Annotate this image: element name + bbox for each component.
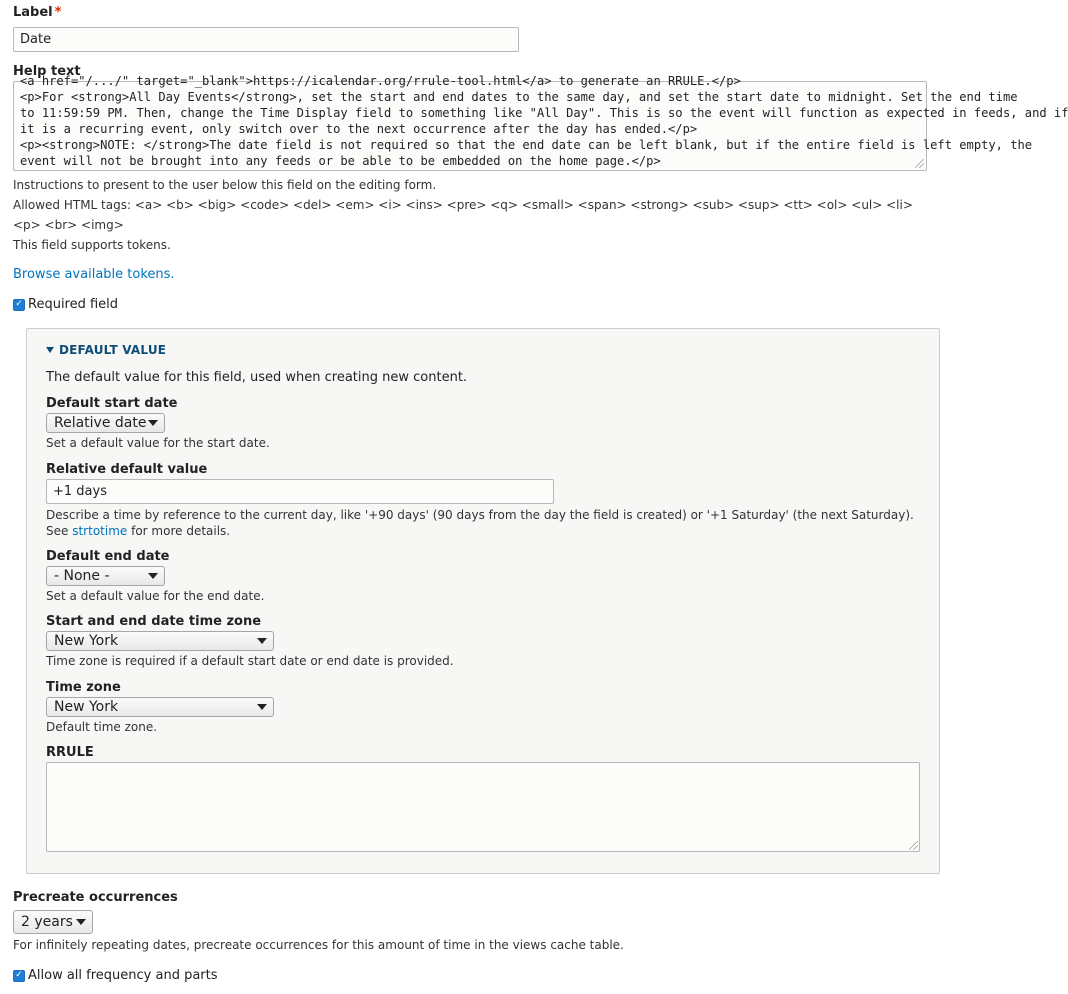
label-input[interactable]	[13, 27, 519, 52]
rrule-label: RRULE	[46, 745, 94, 760]
help-text-instructions: Instructions to present to the user below this field on the editing form.	[13, 178, 437, 192]
help-text-line: <p><strong>NOTE: </strong>The date field is not required so that the end date can be left blank, but if the entire field is left empty, the	[20, 138, 1033, 152]
resize-grip-icon[interactable]	[909, 841, 918, 850]
label-field-title: Label	[13, 5, 53, 20]
required-mark: *	[54, 5, 62, 20]
se-timezone-label: Start and end date time zone	[46, 614, 262, 629]
end-date-selected: - None -	[54, 568, 110, 584]
relative-value-desc: Describe a time by reference to the current day, like '+90 days' (90 days from the day the field is created) or '+1 Saturday' (the next Saturday).	[46, 508, 914, 522]
relative-value-label: Relative default value	[46, 462, 208, 477]
precreate-label: Precreate occurrences	[13, 890, 178, 905]
se-timezone-select[interactable]	[46, 631, 274, 651]
help-text-line: it is a recurring event, only switch over to the next occurrence after the day has ended.</p>	[20, 122, 698, 136]
allow-all-label: Allow all frequency and parts	[28, 968, 218, 983]
browse-tokens-link[interactable]: Browse available tokens.	[13, 267, 175, 282]
precreate-desc: For infinitely repeating dates, precreate occurrences for this amount of time in the views cache table.	[13, 938, 624, 952]
allow-all-checkbox[interactable]: ✓	[13, 970, 25, 982]
start-date-desc: Set a default value for the start date.	[46, 436, 270, 450]
default-value-fieldset	[26, 328, 940, 874]
resize-grip-icon[interactable]	[915, 159, 924, 168]
start-date-selected: Relative date	[54, 415, 147, 431]
start-date-select[interactable]	[46, 413, 165, 433]
strtotime-link[interactable]: strtotime	[72, 524, 128, 538]
help-text-line: event will not be brought into any feeds or be able to be embedded on the home page.</p>	[20, 154, 661, 168]
se-timezone-selected: New York	[54, 633, 119, 649]
label-field-label	[13, 5, 61, 20]
end-date-select[interactable]	[46, 566, 165, 586]
se-timezone-desc: Time zone is required if a default start date or end date is provided.	[46, 654, 454, 668]
chevron-down-icon	[257, 704, 267, 710]
allowed-tags-line-1: Allowed HTML tags: <a> <b> <big> <code> <del> <em> <i> <ins> <pre> <q> <small> <span> <strong> <sub> <sup> <tt> <ol> <ul> <li>	[13, 198, 913, 212]
help-text-label: Help text	[13, 64, 81, 79]
help-text-line: to 11:59:59 PM. Then, change the Time Display field to something like "All Day". This is so the event will function as expected in feeds, and if	[20, 106, 1068, 120]
precreate-selected: 2 years	[21, 914, 73, 930]
default-value-summary-label: DEFAULT VALUE	[59, 343, 167, 357]
allow-all-checkbox-row[interactable]	[13, 968, 218, 983]
chevron-down-icon	[148, 573, 158, 579]
default-value-intro: The default value for this field, used when creating new content.	[46, 370, 468, 385]
help-text-line: <a href="/.../" target="_blank">https://icalendar.org/rrule-tool.html</a> to generate an RRULE.</p>	[20, 74, 741, 88]
allowed-tags-line-2: <p> <br> <img>	[13, 218, 124, 232]
default-value-summary[interactable]	[46, 343, 166, 357]
end-date-desc: Set a default value for the end date.	[46, 589, 265, 603]
required-field-checkbox-row[interactable]	[13, 297, 118, 312]
timezone-selected: New York	[54, 699, 119, 715]
help-text-textarea[interactable]	[13, 74, 1068, 171]
required-field-label: Required field	[28, 297, 119, 312]
help-text-line: <p>For <strong>All Day Events</strong>, set the start and end dates to the same day, and set the start date to midnight. Set the end time	[20, 90, 1018, 104]
tokens-note: This field supports tokens.	[13, 238, 171, 252]
more-details-text: for more details.	[131, 524, 231, 538]
chevron-down-icon	[76, 919, 86, 925]
timezone-label: Time zone	[46, 680, 121, 695]
timezone-select[interactable]	[46, 697, 274, 717]
end-date-label: Default end date	[46, 549, 170, 564]
required-field-checkbox[interactable]: ✓	[13, 299, 25, 311]
chevron-down-icon	[148, 420, 158, 426]
timezone-desc: Default time zone.	[46, 720, 158, 734]
relative-value-desc-line-2	[46, 521, 230, 541]
see-text: See	[46, 524, 69, 538]
precreate-select[interactable]	[13, 910, 93, 934]
rrule-textarea[interactable]	[46, 762, 920, 852]
expanded-triangle-icon	[46, 347, 54, 353]
chevron-down-icon	[257, 638, 267, 644]
start-date-label: Default start date	[46, 396, 178, 411]
relative-value-input[interactable]	[46, 479, 554, 504]
